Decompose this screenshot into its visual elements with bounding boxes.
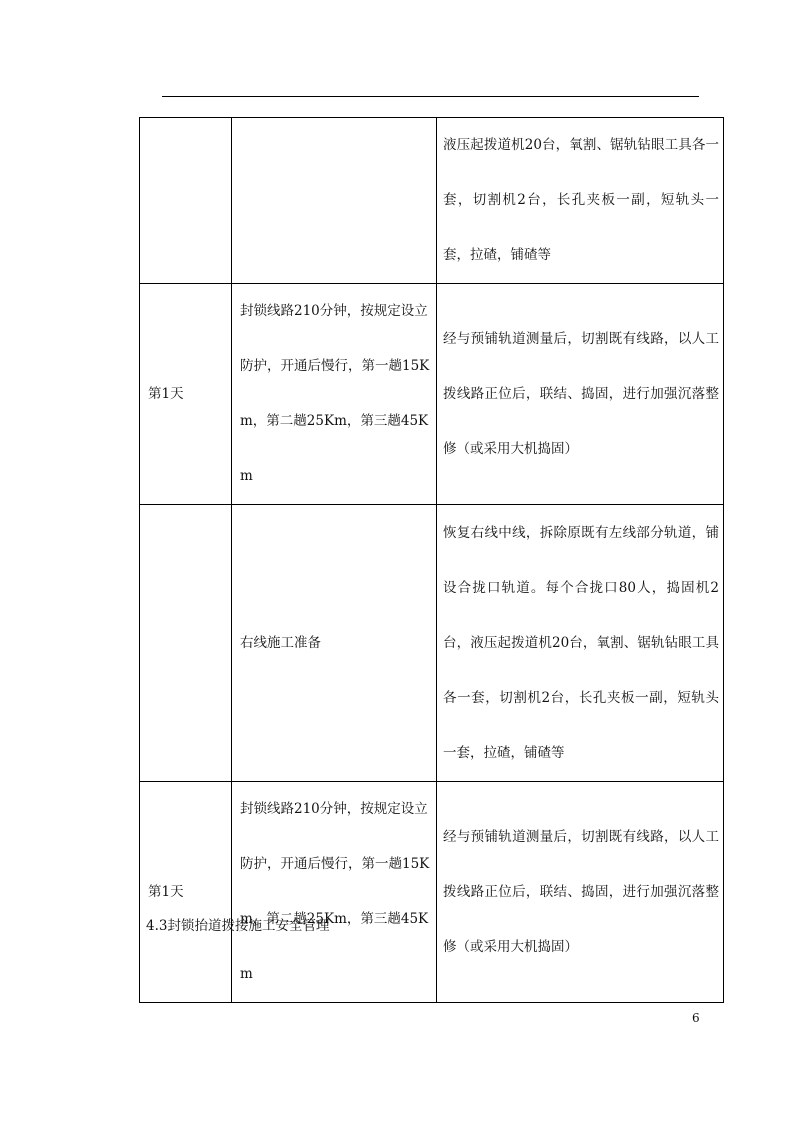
table-row xyxy=(140,284,724,505)
detail-cell: 经与预铺轨道测量后，切割既有线路，以人工拨线路正位后，联结、捣固，进行加强沉落整修（或采用大机捣固） xyxy=(437,284,724,505)
detail-cell: 经与预铺轨道测量后，切割既有线路，以人工拨线路正位后，联结、捣固，进行加强沉落整修（或采用大机捣固） xyxy=(437,782,724,1003)
header-rule xyxy=(162,96,699,97)
task-cell: 封锁线路210分钟，按规定设立防护，开通后慢行，第一趟15Km，第二趟25Km，第三趟45Km xyxy=(232,284,437,505)
task-cell: 封锁线路210分钟，按规定设立防护，开通后慢行，第一趟15Km，第二趟25Km，第三趟45Km xyxy=(232,782,437,1003)
day-cell: 第1天 xyxy=(140,284,232,505)
day-cell xyxy=(140,505,232,782)
table-row xyxy=(140,505,724,782)
table-row xyxy=(140,782,724,1003)
construction-schedule-table xyxy=(139,117,724,1003)
task-cell xyxy=(232,118,437,284)
section-heading: 4.3封锁抬道拨接施工安全管理 xyxy=(146,918,330,934)
table-row xyxy=(140,118,724,284)
page-number: 6 xyxy=(692,1011,700,1025)
detail-cell: 恢复右线中线，拆除原既有左线部分轨道，铺设合拢口轨道。每个合拢口80人，捣固机2台，液压起拨道机20台，氧割、锯轨钻眼工具各一套，切割机2台，长孔夹板一副，短轨头一套，拉碴，铺碴等 xyxy=(437,505,724,782)
detail-cell: 液压起拨道机20台，氧割、锯轨钻眼工具各一套，切割机2台，长孔夹板一副，短轨头一套，拉碴，铺碴等 xyxy=(437,118,724,284)
day-cell: 第1天 xyxy=(140,782,232,1003)
day-cell xyxy=(140,118,232,284)
task-cell: 右线施工准备 xyxy=(232,505,437,782)
